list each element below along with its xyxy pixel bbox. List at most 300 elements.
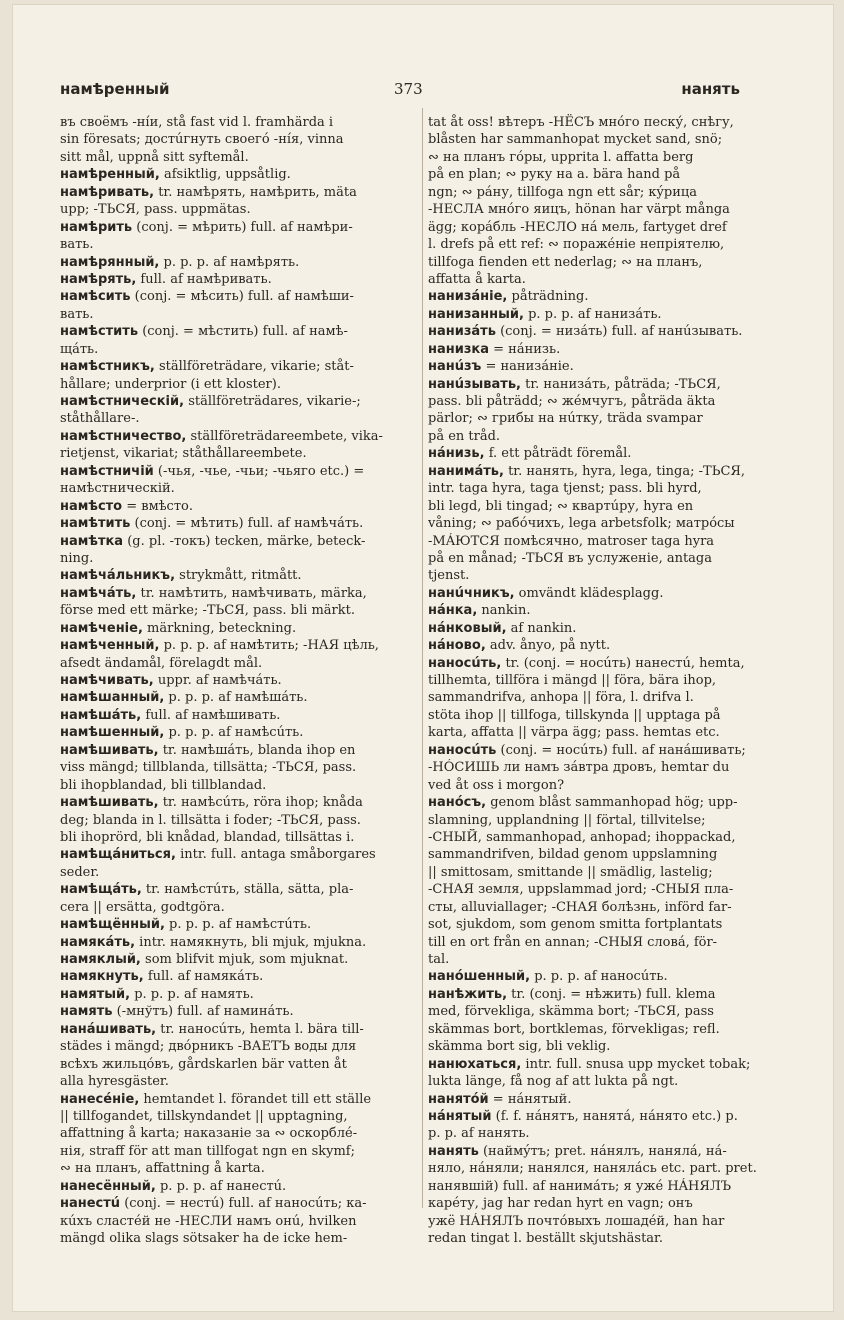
entry-line — [60, 463, 412, 480]
entry-text: ∾ на планъ гóры, upprita l. affatta berg — [428, 149, 694, 165]
entry-text: upp; -ТЬСЯ, pass. uppmätas. — [60, 202, 251, 218]
headword: намѣтка — [60, 533, 124, 549]
entry-line — [60, 655, 412, 672]
entry-text: intr. full. antaga småborgares — [175, 847, 376, 863]
entry-line — [428, 410, 780, 427]
entry-text: -НÓСИШЬ ли намъ зáвтра дровъ, hemtar du — [428, 760, 730, 776]
entry-line — [60, 341, 412, 358]
headword: нанизанный, — [428, 306, 524, 322]
entry-text: på en månad; -ТЬСЯ въ услуженіе, antaga — [428, 550, 713, 566]
entry-text: p. p. p. af наносúть. — [530, 969, 668, 985]
entry-text: сты, alluviallager; -СНАЯ болѣзнь, införd far- — [428, 899, 732, 915]
headword: намѣренный, — [60, 167, 160, 183]
entry-line — [428, 759, 780, 776]
entry-text: кúхъ сластéй не -НЕСЛИ намъ онú, hvilken — [60, 1213, 357, 1229]
headword: намятый, — [60, 986, 131, 1002]
entry-line — [428, 166, 780, 183]
entry-text: -МÁЮТСЯ помѣсячно, matroser taga hyra — [428, 533, 715, 549]
entry-line — [60, 689, 412, 706]
entry-text: (conj. = носúть) full. af нанáшивать; — [496, 742, 746, 758]
page-number: 373 — [394, 80, 423, 98]
entry-line — [428, 829, 780, 846]
entry-text: stöta ihop || tillfoga, tillskynda || upptaga på — [428, 707, 721, 723]
entry-text: tr. (conj. = носúть) нанестú, hemta, — [501, 655, 745, 671]
entry-line — [60, 184, 412, 201]
entry-line — [60, 1021, 412, 1038]
entry-text: tr. намѣшáть, blanda ihop en — [158, 742, 356, 758]
headword: намѣстникъ, — [60, 359, 155, 375]
entry-text: sot, sjukdom, som genom smitta fortplantats — [428, 917, 723, 933]
entry-line — [428, 533, 780, 550]
entry-text: tr. намѣрять, намѣрить, mäta — [154, 184, 357, 200]
entry-line — [428, 1213, 780, 1230]
entry-text: p. p. af нанять. — [428, 1126, 530, 1142]
left-column — [60, 114, 412, 1247]
entry-text: alla hyresgäster. — [60, 1074, 169, 1090]
headword: намѣшивать, — [60, 795, 159, 811]
entry-text: || tillfogandet, tillskyndandet || upptagning, — [60, 1108, 348, 1124]
entry-text: ∾ на планъ, affattning å karta. — [60, 1161, 265, 1177]
entry-line — [60, 707, 412, 724]
entry-text: uppr. af намѣчáть. — [153, 673, 282, 688]
entry-text: l. drefs på ett ref: ∾ поражéніе непріятелю, — [428, 237, 725, 253]
entry-text: afsiktlig, uppsåtlig. — [159, 167, 291, 183]
headword: нанизка — [428, 341, 489, 357]
entry-line — [428, 463, 780, 480]
entry-text: deg; blanda in l. tillsätta i foder; -ТЬСЯ, pass. — [60, 812, 361, 828]
entry-line — [428, 637, 780, 654]
entry-text: tat åt oss! вѣтеръ -НЁСЪ мнóго песку́, снѣгу, — [428, 115, 734, 130]
headword: намѣрить — [60, 219, 133, 235]
entry-text: p. p. p. af намѣстúть. — [164, 917, 312, 933]
headword: намѣшанный, — [60, 690, 165, 706]
entry-line — [60, 1195, 412, 1212]
entry-text: intr. намякнуть, bli mjuk, mjukna. — [135, 934, 367, 950]
entry-text: (-мнўтъ) full. af наминáть. — [112, 1004, 294, 1020]
entry-text: full. af намѣшивать. — [141, 707, 281, 723]
entry-line — [428, 149, 780, 166]
entry-line — [60, 515, 412, 532]
entry-line — [428, 602, 780, 619]
headword: нанúчникъ, — [428, 585, 515, 601]
entry-text: намѣстническій. — [60, 481, 175, 497]
entry-text: p. p. p. af нанестú. — [155, 1178, 287, 1194]
entry-text: seder. — [60, 864, 100, 880]
entry-text: redan tingat l. beställt skjutshästar. — [428, 1231, 663, 1246]
entry-text: (conj. = низáть) full. af нанúзывать. — [495, 324, 743, 340]
headword: намять — [60, 1004, 113, 1020]
entry-text: tr. наносúть, hemta l. bära till- — [156, 1021, 364, 1037]
entry-line — [60, 899, 412, 916]
entry-text: -СНАЯ земля, uppslammad jord; -СНЫЯ пла- — [428, 882, 734, 898]
entry-line — [428, 1178, 780, 1195]
entry-text: adv. ånyo, på nytt. — [485, 638, 611, 654]
entry-text: p. p. p. af намѣсúть. — [164, 725, 304, 741]
headword: нанóшенный, — [428, 969, 531, 985]
entry-text: -СНЫЙ, sammanhopad, anhopad; ihoppackad, — [428, 829, 736, 845]
entry-text: lukta länge, få nog af att lukta på ngt. — [428, 1074, 679, 1090]
entry-line — [60, 672, 412, 689]
entry-line — [428, 724, 780, 741]
entry-line — [60, 428, 412, 445]
headword: нанестú — [60, 1196, 121, 1212]
entry-line — [428, 1038, 780, 1055]
headword: намѣшивать, — [60, 742, 159, 758]
entry-text: (g. pl. -токъ) tecken, märke, beteck- — [123, 533, 366, 549]
entry-text: skämmas bort, bortklemas, förvekligas; refl. — [428, 1021, 720, 1037]
entry-text: full. af намякáть. — [143, 969, 264, 985]
entry-line — [428, 271, 780, 288]
entry-text: нія, straff för att man tillfogat ngn en skymf; — [60, 1143, 355, 1159]
headword: намѣчáть, — [60, 585, 137, 601]
entry-line — [60, 916, 412, 933]
dictionary-page — [12, 4, 834, 1312]
entry-text: (conj. = нестú) full. af наносúть; ка- — [120, 1196, 367, 1212]
entry-text: med, förvekliga, skämma bort; -ТЬСЯ, pass — [428, 1004, 714, 1020]
entry-text: karta, affatta || värpa ägg; pass. hemtas etc. — [428, 725, 720, 741]
entry-text: full. af намѣривать. — [136, 271, 272, 287]
headword: нанóсъ, — [428, 795, 487, 811]
entry-line — [60, 1091, 412, 1108]
entry-line — [60, 445, 412, 462]
entry-line — [60, 1160, 412, 1177]
entry-text: (conj. = мѣтить) full. af намѣчáть. — [130, 516, 364, 532]
entry-line — [60, 829, 412, 846]
headword: нанáшивать, — [60, 1021, 157, 1037]
entry-text: -НЕСЛА мнóго яицъ, hönan har värpt många — [428, 202, 730, 218]
entry-line — [60, 986, 412, 1003]
headword: нáнизь, — [428, 446, 485, 462]
headword: намяклый, — [60, 952, 141, 967]
entry-line — [60, 550, 412, 567]
headword: намѣсить — [60, 289, 131, 305]
entry-line — [60, 1003, 412, 1020]
entry-text: på en plan; ∾ руку на a. bära hand på — [428, 167, 681, 183]
headword: намѣчáльникъ, — [60, 568, 176, 584]
entry-line — [428, 1143, 780, 1160]
entry-line — [428, 306, 780, 323]
entry-text: въ своёмъ -нíи, stå fast vid l. framhärda i — [60, 115, 334, 130]
entry-line — [428, 550, 780, 567]
headword: намѣчивать, — [60, 673, 154, 688]
headword: нанѣжить, — [428, 986, 508, 1002]
entry-text: rietjenst, vikariat; ståthållareembete. — [60, 446, 307, 462]
entry-line — [428, 951, 780, 968]
entry-line — [428, 812, 780, 829]
entry-line — [60, 951, 412, 968]
headword: намѣщáть, — [60, 882, 142, 898]
headword: нанюхаться, — [428, 1056, 522, 1072]
entry-text: p. p. p. af намять. — [130, 986, 254, 1002]
entry-text: p. p. p. af намѣшáть. — [164, 690, 308, 706]
header-right-headword: нанять — [681, 80, 740, 98]
headword: намякáть, — [60, 934, 136, 950]
entry-line — [428, 236, 780, 253]
headword: нанúзывать, — [428, 376, 521, 392]
entry-line — [60, 358, 412, 375]
entry-text: af nankin. — [506, 620, 577, 636]
entry-text: mängd olika slags sötsaker ha de icke hem- — [60, 1231, 348, 1246]
entry-text: = нанизáніе. — [481, 359, 574, 375]
entry-text: tillfoga fienden ett nederlag; ∾ на планъ, — [428, 254, 703, 270]
entry-line — [428, 131, 780, 148]
entry-text: = вмѣсто. — [122, 498, 193, 514]
headword: нанимáть, — [428, 463, 504, 479]
entry-line — [428, 655, 780, 672]
entry-text: ägg; корáбль -НЕСЛО нá мель, fartyget dref — [428, 219, 727, 235]
entry-line — [428, 288, 780, 305]
entry-text: hemtandet l. förandet till ett ställe — [139, 1091, 372, 1107]
entry-line — [60, 567, 412, 584]
headword: намѣщáниться, — [60, 847, 176, 863]
entry-text: påträdning. — [507, 289, 589, 305]
entry-line — [428, 358, 780, 375]
entry-line — [428, 515, 780, 532]
entry-line — [428, 1160, 780, 1177]
entry-line — [428, 567, 780, 584]
header-left-headword: намѣренный — [60, 80, 170, 98]
entry-text: tr. намѣстúть, ställa, sätta, pla- — [141, 882, 354, 898]
entry-line — [428, 480, 780, 497]
entry-text: вать. — [60, 306, 94, 322]
entry-text: pärlor; ∾ грибы на нúтку, träda svampar — [428, 411, 703, 427]
entry-line — [60, 724, 412, 741]
entry-text: || smittosam, smittande || smädlig, lastelig; — [428, 864, 713, 880]
entry-line — [60, 1178, 412, 1195]
entry-text: ställföreträdares, vikarie-; — [184, 394, 361, 409]
entry-line — [60, 306, 412, 323]
entry-line — [428, 1195, 780, 1212]
entry-text: intr. full. snusa upp mycket tobak; — [521, 1056, 751, 1072]
entry-line — [60, 602, 412, 619]
entry-text: våning; ∾ рабóчихъ, lega arbetsfolk; матрóсы — [428, 516, 735, 532]
entry-text: няло, нáняли; нанялся, нанялáсь etc. part. pret. — [428, 1161, 757, 1177]
entry-text: affatta å karta. — [428, 271, 526, 287]
entry-line — [428, 934, 780, 951]
headword: намѣстническій, — [60, 394, 185, 409]
headword: нанять — [428, 1143, 479, 1159]
entry-text: вать. — [60, 237, 94, 253]
entry-text: genom blåst sammanhopad hög; upp- — [486, 795, 738, 811]
entry-line — [60, 620, 412, 637]
entry-line — [428, 254, 780, 271]
headword: нáнковый, — [428, 620, 507, 636]
entry-line — [60, 846, 412, 863]
entry-text: hållare; underprior (i ett kloster). — [60, 376, 281, 392]
entry-line — [60, 585, 412, 602]
entry-text: (conj. = мѣстить) full. af намѣ- — [138, 324, 348, 340]
entry-line — [60, 881, 412, 898]
entry-text: = нáнятый. — [488, 1091, 572, 1107]
entry-line — [60, 271, 412, 288]
entry-line — [428, 219, 780, 236]
entry-line — [428, 341, 780, 358]
headword: намѣрянный, — [60, 254, 160, 270]
entry-text: förse med ett märke; -ТЬСЯ, pass. bli märkt. — [60, 603, 355, 619]
entry-line — [428, 881, 780, 898]
entry-text: tr. намѣтить, намѣчивать, märka, — [136, 585, 367, 601]
entry-text: ståthållare-. — [60, 411, 140, 427]
entry-line — [428, 707, 780, 724]
entry-text: tr. нанизáть, påträda; -ТЬСЯ, — [521, 376, 721, 392]
entry-line — [60, 794, 412, 811]
entry-line — [428, 777, 780, 794]
entry-text: märkning, beteckning. — [142, 620, 297, 636]
entry-text: pass. bli påträdd; ∾ жéмчугъ, påträda äkta — [428, 394, 716, 409]
entry-line — [60, 393, 412, 410]
entry-text: (f. f. нáнятъ, нанятá, нáнято etc.) p. — [491, 1108, 738, 1124]
entry-line — [428, 968, 780, 985]
headword: намѣрять, — [60, 271, 137, 287]
entry-line — [60, 759, 412, 776]
entry-text: afsedt ändamål, förelagdt mål. — [60, 655, 263, 671]
entry-text: (conj. = мѣсить) full. af намѣши- — [130, 289, 354, 305]
entry-text: sammandrifven, bildad genom uppslamning — [428, 847, 718, 863]
entry-text: tal. — [428, 952, 450, 967]
entry-text: щáть. — [60, 341, 99, 357]
entry-line — [428, 1073, 780, 1090]
entry-text: ngn; ∾ рáну, tillfoga ngn ett sår; кýрица — [428, 184, 697, 200]
entry-line — [60, 864, 412, 881]
entry-text: tr. нанять, hyra, lega, tinga; -ТЬСЯ, — [503, 463, 746, 479]
entry-text: strykmått, ritmått. — [175, 568, 302, 584]
entry-text: tr. намѣсúть, röra ihop; knåda — [158, 795, 363, 811]
entry-line — [60, 410, 412, 427]
entry-line — [428, 1003, 780, 1020]
entry-line — [428, 1125, 780, 1142]
entry-line — [428, 428, 780, 445]
entry-line — [60, 498, 412, 515]
entry-line — [428, 620, 780, 637]
entry-line — [60, 1108, 412, 1125]
entry-line — [60, 1056, 412, 1073]
entry-text: карéту, jag har redan hyrt en vagn; онъ — [428, 1196, 693, 1212]
headword: намѣшенный, — [60, 725, 165, 741]
entry-text: intr. taga hyra, taga tjenst; pass. bli hyrd, — [428, 481, 702, 497]
entry-line — [60, 114, 412, 131]
headword: нанизáть — [428, 324, 496, 340]
entry-line — [428, 916, 780, 933]
entry-line — [428, 689, 780, 706]
entry-line — [60, 1230, 412, 1247]
headword: намѣченіе, — [60, 620, 143, 636]
entry-line — [60, 777, 412, 794]
entry-line — [60, 533, 412, 550]
column-divider — [422, 108, 423, 1208]
headword: намякнуть, — [60, 969, 144, 985]
entry-line — [428, 498, 780, 515]
entry-text: bli legd, bli tingad; ∾ квартúру, hyra en — [428, 498, 694, 514]
entry-line — [60, 323, 412, 340]
headword: намѣстить — [60, 324, 139, 340]
entry-line — [428, 899, 780, 916]
entry-line — [428, 846, 780, 863]
headword: нáнка, — [428, 603, 478, 619]
headword: намѣщённый, — [60, 917, 165, 933]
entry-line — [60, 219, 412, 236]
entry-line — [428, 376, 780, 393]
entry-line — [428, 1021, 780, 1038]
entry-line — [60, 1213, 412, 1230]
entry-line — [428, 1091, 780, 1108]
entry-line — [428, 323, 780, 340]
entry-line — [428, 1230, 780, 1247]
entry-line — [60, 131, 412, 148]
entry-text: p. p. p. af намѣрять. — [159, 254, 300, 270]
headword: нанесéніе, — [60, 1091, 140, 1107]
entry-line — [428, 794, 780, 811]
entry-text: blåsten har sammanhopat mycket sand, snö; — [428, 132, 723, 148]
entry-text: slamning, upplandning || förtal, tillvitelse; — [428, 812, 706, 828]
entry-line — [60, 1038, 412, 1055]
entry-text: tillhemta, tillföra i mängd || föra, bära ihop, — [428, 673, 717, 688]
entry-text: sin föresats; достúгнуть своегó -нíя, vinna — [60, 132, 344, 148]
entry-text: нанявшій) full. af нанимáть; я ужé НÁНЯЛЪ — [428, 1178, 732, 1194]
headword: нанúзъ — [428, 359, 482, 375]
entry-text: (-чья, -чье, -чьи; -чьяго etc.) = — [153, 463, 365, 479]
entry-text: bli ihopblandad, bli tillblandad. — [60, 777, 267, 793]
entry-text: sammandrifva, anhopa || föra, l. drifva l. — [428, 690, 694, 706]
entry-text: tjenst. — [428, 568, 470, 584]
entry-line — [60, 236, 412, 253]
entry-line — [428, 672, 780, 689]
entry-line — [60, 934, 412, 951]
headword: нáново, — [428, 638, 486, 654]
entry-line — [60, 254, 412, 271]
entry-text: städes i mängd; двóрникъ -ВАЕТЪ воды для — [60, 1039, 357, 1055]
entry-line — [428, 201, 780, 218]
entry-line — [60, 288, 412, 305]
entry-line — [428, 114, 780, 131]
entry-text: affattning å karta; наказаніе за ∾ оскорблé- — [60, 1126, 358, 1142]
entry-text: som blifvit mjuk, som mjuknat. — [140, 952, 349, 967]
headword: намѣстничій — [60, 463, 154, 479]
entry-text: bli ihoprörd, bli knådad, blandad, tillsättas i. — [60, 829, 355, 845]
headword: наносúть, — [428, 655, 502, 671]
entry-text: всѣхъ жильцóвъ, gårdskarlen bär vatten åt — [60, 1056, 347, 1072]
entry-text: = нáнизь. — [489, 341, 561, 357]
entry-line — [60, 1125, 412, 1142]
headword: намѣстничество, — [60, 428, 187, 444]
entry-text: ужё НÁНЯЛЪ почтóвыхъ лошадéй, han har — [428, 1213, 725, 1229]
headword: намѣшáть, — [60, 707, 142, 723]
entry-line — [60, 376, 412, 393]
entry-text: på en tråd. — [428, 428, 501, 444]
entry-line — [60, 1073, 412, 1090]
headword: нанизáніе, — [428, 289, 508, 305]
headword: нанесённый, — [60, 1178, 156, 1194]
entry-text: (conj. = мѣрить) full. af намѣри- — [132, 219, 353, 235]
entry-text: f. ett påträdt föremål. — [484, 446, 632, 462]
entry-text: ställföreträdareembete, vika- — [186, 428, 383, 444]
entry-text: till en ort från en annan; -СНЫЯ словá, för- — [428, 934, 718, 950]
entry-line — [428, 445, 780, 462]
headword: наносúть — [428, 742, 497, 758]
headword: нáнятый — [428, 1108, 492, 1124]
entry-line — [428, 1056, 780, 1073]
entry-text: cera || ersätta, godtgöra. — [60, 899, 225, 915]
entry-line — [60, 166, 412, 183]
entry-line — [428, 1108, 780, 1125]
entry-text: nankin. — [477, 603, 531, 619]
headword: намѣсто — [60, 498, 123, 514]
entry-line — [60, 480, 412, 497]
entry-text: ved åt oss i morgon? — [428, 777, 565, 793]
entry-line — [60, 1143, 412, 1160]
headword: нанятóй — [428, 1091, 489, 1107]
entry-text: p. p. p. af намѣтить; -НАЯ цѣль, — [159, 638, 379, 654]
entry-line — [428, 742, 780, 759]
